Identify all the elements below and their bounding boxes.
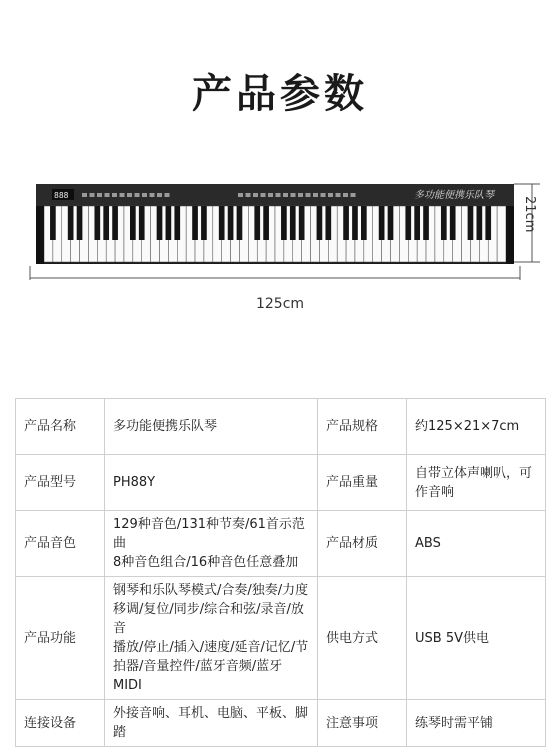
width-dimension-label: 125cm (255, 296, 305, 312)
spec-value: 外接音响、耳机、电脑、平板、脚踏 (105, 700, 318, 747)
spec-value: 钢琴和乐队琴模式/合奏/独奏/力度 移调/复位/同步/综合和弦/录音/放音 播放/停止/插入/速度/延音/记忆/节 拍器/音量控件/蓝牙音频/蓝牙MIDI (105, 577, 318, 700)
height-dimension-label: 21cm (522, 196, 537, 233)
spec-value: 129种音色/131种节奏/61首示范曲 8种音色组合/16种音色任意叠加 (105, 511, 318, 577)
spec-key: 产品型号 (16, 455, 105, 511)
spec-key: 注意事项 (318, 700, 407, 747)
spec-value: ABS (407, 511, 546, 577)
spec-key: 供电方式 (318, 577, 407, 700)
spec-key: 产品重量 (318, 455, 407, 511)
spec-row (16, 577, 546, 700)
spec-row (16, 511, 546, 577)
spec-key: 产品功能 (16, 577, 105, 700)
page-title: 产品参数 (192, 71, 368, 117)
spec-value: 自带立体声喇叭，可作音响 (407, 455, 546, 511)
spec-value: 约125×21×7cm (407, 399, 546, 455)
spec-key: 产品名称 (16, 399, 105, 455)
spec-key: 连接设备 (16, 700, 105, 747)
display-readout: 888 (54, 191, 69, 200)
spec-value: USB 5V供电 (407, 577, 546, 700)
spec-row (16, 455, 546, 511)
spec-value: 多功能便携乐队琴 (105, 399, 318, 455)
spec-value: 练琴时需平铺 (407, 700, 546, 747)
keyboard-image (0, 170, 560, 280)
spec-row (16, 399, 546, 455)
spec-row (16, 700, 546, 747)
panel-label: 多功能便携乐队琴 (414, 190, 494, 201)
spec-value: PH88Y (105, 455, 318, 511)
spec-key: 产品音色 (16, 511, 105, 577)
spec-key: 产品材质 (318, 511, 407, 577)
spec-key: 产品规格 (318, 399, 407, 455)
spec-table (15, 398, 546, 747)
keyboard-illustration (0, 170, 560, 280)
